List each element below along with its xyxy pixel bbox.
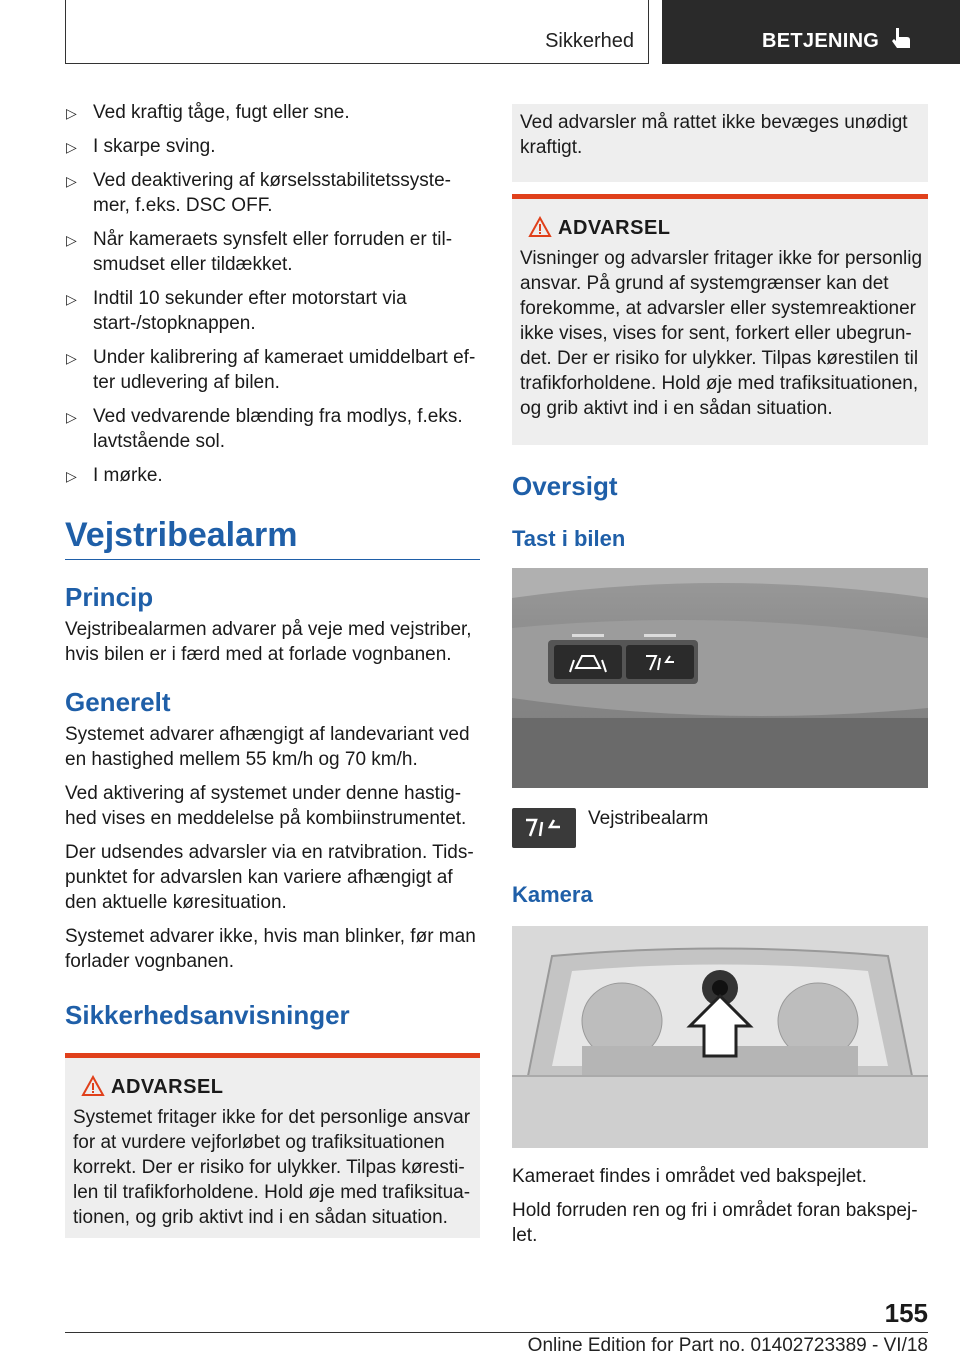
list-item (65, 463, 480, 488)
section-tab (65, 0, 649, 64)
chapter-tab-label: BETJENING (762, 30, 880, 52)
general-heading: Generelt (65, 687, 171, 717)
principle-heading: Princip (65, 582, 154, 612)
button-legend (512, 808, 928, 852)
camera-paragraph: Hold forruden ren og fri i området foran bakspej-let. (512, 1200, 918, 1246)
list-item (65, 168, 480, 218)
button-photo-illustration (512, 568, 928, 788)
overview-heading: Oversigt (512, 471, 618, 501)
list-item-text: Når kameraets synsfelt eller forruden er til-smudset eller tildækket. (93, 229, 453, 275)
lane-departure-button-icon (512, 808, 576, 848)
safety-heading: Sikkerhedsanvisninger (65, 1000, 350, 1030)
list-item (65, 227, 480, 277)
principle-text: Vejstribealarmen advarer på veje med vejstriber, hvis bilen er i færd med at forlade vognbanen. (65, 619, 472, 665)
list-item-text: I mørke. (93, 465, 163, 486)
left-column (65, 100, 480, 1238)
camera-photo-illustration (512, 926, 928, 1148)
triangle-bullet-icon: ▷ (66, 468, 77, 484)
triangle-bullet-icon: ▷ (66, 173, 77, 189)
warning-triangle-icon (528, 216, 552, 238)
warning-label: ADVARSEL (558, 217, 671, 239)
page-title: Vejstribealarm (65, 516, 298, 554)
right-column (512, 104, 928, 1257)
warning-text: Visninger og advarsler fritager ikke for personlig ansvar. På grund af systemgrænser kan det forekomme, at advarsler eller systemreaktioner ikke vises, vises for sent, forkert eller ubegrun-det. Der er risiko for ulykker. Tilpas kørestilen til trafikforholdene. Hold øje med trafiksituationen, og grib aktivt ind i en sådan situation. (520, 248, 923, 419)
list-item-text: Under kalibrering af kameraet umiddelbart ef-ter udlevering af bilen. (93, 347, 476, 393)
camera-photo (512, 926, 928, 1148)
warning-header (73, 1076, 474, 1099)
warning-triangle-icon (81, 1075, 105, 1097)
triangle-bullet-icon: ▷ (66, 409, 77, 425)
warning-header (520, 217, 922, 240)
edition-text: Online Edition for Part no. 01402723389 - VI/18 (527, 1335, 928, 1356)
list-item (65, 134, 480, 159)
list-item-text: Indtil 10 sekunder efter motorstart via start-/stopknappen. (93, 288, 407, 334)
general-paragraph: Systemet advarer afhængigt af landevariant ved en hastighed mellem 55 km/h og 70 km/h. (65, 724, 470, 770)
list-item-text: Ved deaktivering af kørselsstabilitetssyste-mer, f.eks. DSC OFF. (93, 170, 451, 216)
triangle-bullet-icon: ▷ (66, 232, 77, 248)
continued-text: Ved advarsler må rattet ikke bevæges unødigt kraftigt. (520, 112, 908, 158)
triangle-bullet-icon: ▷ (66, 139, 77, 155)
list-item-text: I skarpe sving. (93, 136, 216, 157)
list-item-text: Ved kraftig tåge, fugt eller sne. (93, 102, 350, 123)
edition-line (528, 1335, 928, 1357)
hand-pointer-icon (890, 26, 912, 50)
warning-label: ADVARSEL (111, 1076, 224, 1098)
button-photo (512, 568, 928, 788)
list-item (65, 286, 480, 336)
general-paragraph: Systemet advarer ikke, hvis man blinker, før man forlader vognbanen. (65, 926, 476, 972)
warning-box (512, 194, 928, 445)
title-wrap (65, 516, 480, 560)
list-item-text: Ved vedvarende blænding fra modlys, f.eks. lavtstående sol. (93, 406, 463, 452)
button-label: Vejstribealarm (588, 808, 709, 829)
warning-text: Systemet fritager ikke for det personlige ansvar for at vurdere vejforløbet og trafiksituationen korrekt. Der er risiko for ulykker. Tilpas køresti-len til trafikforholdene. Hold øje med trafiksitua-tionen, og grib aktivt ind i en sådan situation. (73, 1107, 471, 1228)
general-paragraph: Ved aktivering af systemet under denne hastig-hed vises en meddelelse på kombiinstrumentet. (65, 783, 467, 829)
camera-paragraph: Kameraet findes i området ved bakspejlet. (512, 1166, 867, 1187)
section-tab-label: Sikkerhed (545, 30, 634, 52)
page-number: 155 (884, 1298, 928, 1328)
chapter-tab (662, 0, 960, 64)
list-item (65, 404, 480, 454)
general-paragraph: Der udsendes advarsler via en ratvibration. Tids-punktet for advarslen kan variere afhængigt af den aktuelle køresituation. (65, 842, 474, 913)
condition-list (65, 100, 480, 488)
list-item (65, 345, 480, 395)
list-item (65, 100, 480, 125)
warning-box (65, 1053, 480, 1238)
continued-note-box (512, 104, 928, 182)
camera-heading: Kamera (512, 882, 593, 907)
footer-rule (65, 1332, 928, 1333)
triangle-bullet-icon: ▷ (66, 105, 77, 121)
triangle-bullet-icon: ▷ (66, 291, 77, 307)
button-heading: Tast i bilen (512, 526, 626, 551)
triangle-bullet-icon: ▷ (66, 350, 77, 366)
